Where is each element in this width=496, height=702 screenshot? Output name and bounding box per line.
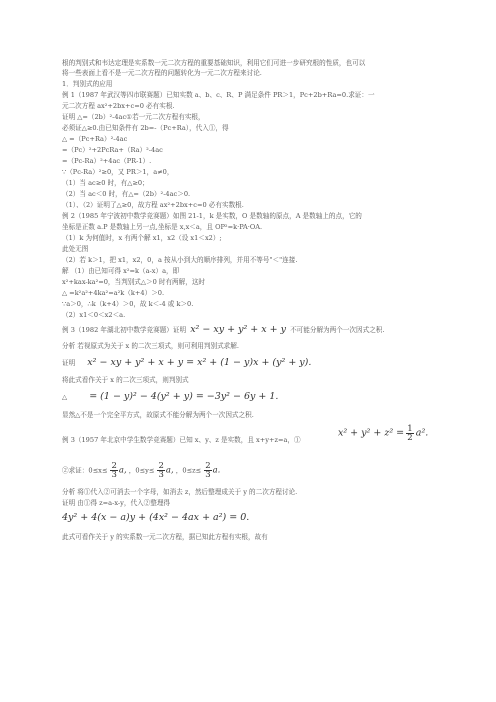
equation-2-lhs: x² + y² + z² = (338, 427, 405, 439)
example-3-expression: x² − xy + y² + x + y (190, 324, 286, 335)
delta-expression: = (1 − y)² − 4(y² + y) = −3y² − 6y + 1. (89, 391, 279, 402)
example-4-line-1: 例 3（1957 年北京中学生数学竞赛题）已知 x、y、z 是实数，且 x+y+z=a，① (62, 436, 301, 444)
example-1-line-1: 例 1（1987 年武汉等四市联赛题）已知实数 a、b、c、R、P 满足条件 PR＞1，Pc+2b+Ra=0.求证：一 (62, 91, 375, 99)
proof-1-line-4: =（Pc）²+2PcRa+（Ra）²-4ac (62, 146, 163, 154)
fraction-two-thirds-x: $\frac{2}{3}$ (111, 461, 117, 480)
proof-4-line-1: 证明 由①得 z=a-x-y，代入②整理得 (62, 499, 171, 507)
claim-z: ，0≤z≤ (175, 466, 202, 475)
proof-3-expression: x² − xy + y² + x + y = x² + (1 − y)x + (y² + y). (87, 357, 312, 368)
bound-y: a, (165, 465, 174, 476)
intro-line-1: 根的判别式和韦达定理是实系数一元二次方程的重要基础知识，利用它们可进一步研究根的性质，也可以 (62, 59, 366, 67)
proof-1-line-5: =（Pc-Ra）²+4ac（PR-1）. (62, 157, 152, 165)
bound-z: a. (212, 465, 221, 476)
quadratic-in-y: 4y² + 4(x − a)y + (4x² − 4ax + a²) = 0. (62, 512, 250, 523)
claim-x: ②求证：0≤x≤ (62, 466, 108, 475)
proof-4-line-2: 此式可看作关于 y 的实系数一元二次方程，据已知此方程有实根，故有 (62, 533, 268, 541)
example-2-line-1: 例 2（1985 年宁波初中数学竞赛题）如图 21-1，k 是实数，O 是数轴的原点，A 是数轴上的点，它的 (62, 212, 362, 220)
example-4-claim (62, 462, 220, 479)
example-2-line-2: 坐标是正数 a.P 是数轴上另一点,坐标是 x,x＜a，且 OP²=k·PA·OA. (62, 223, 263, 231)
example-3-text: 例 3（1982 年湖北初中数学竞赛题）证明 (62, 326, 187, 334)
proof-3-discriminant (62, 393, 278, 401)
proof-1-conclusion: （1）、（2）证明了△≥0，故方程 ax²+2bx+c=0 必有实数根. (62, 201, 244, 209)
proof-3-discriminant-intro: 将此式看作关于 x 的二次三项式，则判别式 (62, 376, 189, 384)
example-2-part-2: （2）若 k＞1，把 x1，x2，0，a 按从小到大的顺序排列，并用不等号"＜"连接. (62, 256, 298, 264)
proof-3-line (62, 359, 311, 367)
proof-1-line-3: △ =（Pc+Ra）²-4ac (62, 135, 128, 143)
example-2-part-1: （1）k 为何值时，x 有两个解 x1，x2（设 x1＜x2）; (62, 234, 222, 242)
fraction-two-thirds-y: $\frac{2}{3}$ (158, 461, 164, 480)
proof-1-case-1: （1）当 ac≥0 时，有△≥0； (62, 179, 149, 187)
solution-2-line-4: ∵a＞0，∴k（k+4）＞0，故 k＜-4 或 k＞0. (62, 300, 194, 308)
solution-2-line-5: （2）x1＜0＜x2＜a. (62, 311, 126, 319)
analysis-3: 分析 若视原式为关于 x 的二次三项式，则可利用判别式求解. (62, 342, 239, 350)
equation-2 (338, 425, 428, 442)
example-3-statement (62, 326, 385, 334)
example-3-text-tail: 不可能分解为两个一次因式之积. (290, 326, 385, 334)
example-1-line-2: 元二次方程 ax²+2bx+c=0 必有实根. (62, 102, 175, 110)
fraction-one-half: $\frac{1}{2}$ (407, 424, 413, 443)
proof-1-case-2: （2）当 ac＜0 时，有△=（2b）²-4ac＞0. (62, 190, 191, 198)
bound-x: a, (118, 465, 127, 476)
missing-figure-note: 此处无图 (62, 245, 89, 253)
solution-2-line-3: △ =k²a²+4ka²=a²k（k+4）＞0. (62, 289, 165, 297)
proof-1-line-2: 必须证△≥0.由已知条件有 2b=-（Pc+Ra），代入①，得 (62, 124, 229, 132)
proof-3-conclusion: 显然△不是一个完全平方式，故原式不能分解为两个一次因式之积. (62, 411, 254, 419)
analysis-4: 分析 将①代入②可消去一个字母，如消去 z，然后整理成关于 y 的二次方程讨论. (62, 488, 298, 496)
solution-2-line-1: 解 （1）由已知可得 x²=k（a-x）a，即 (62, 267, 180, 275)
section-heading: 1．判别式的应用 (62, 80, 113, 88)
equation-2-rhs: a². (415, 427, 429, 439)
delta-symbol: △ (62, 393, 68, 401)
proof-1-line-1: 证明 △=（2b）²-4ac①若一元二次方程有实根， (62, 113, 205, 121)
claim-y: ，0≤y≤ (128, 466, 155, 475)
proof-4-equation (62, 514, 249, 522)
solution-2-line-2: x²+kax-ka²=0，当判别式△＞0 时有两解，这时 (62, 278, 206, 286)
intro-line-2: 将一些表面上看不是一元二次方程的问题转化为一元二次方程来讨论. (62, 69, 262, 77)
proof-1-line-6: ∵（Pc-Ra）²≥0，又 PR＞1，a≠0， (62, 168, 174, 176)
proof-3-label: 证明 (62, 359, 76, 367)
fraction-two-thirds-z: $\frac{2}{3}$ (205, 461, 211, 480)
